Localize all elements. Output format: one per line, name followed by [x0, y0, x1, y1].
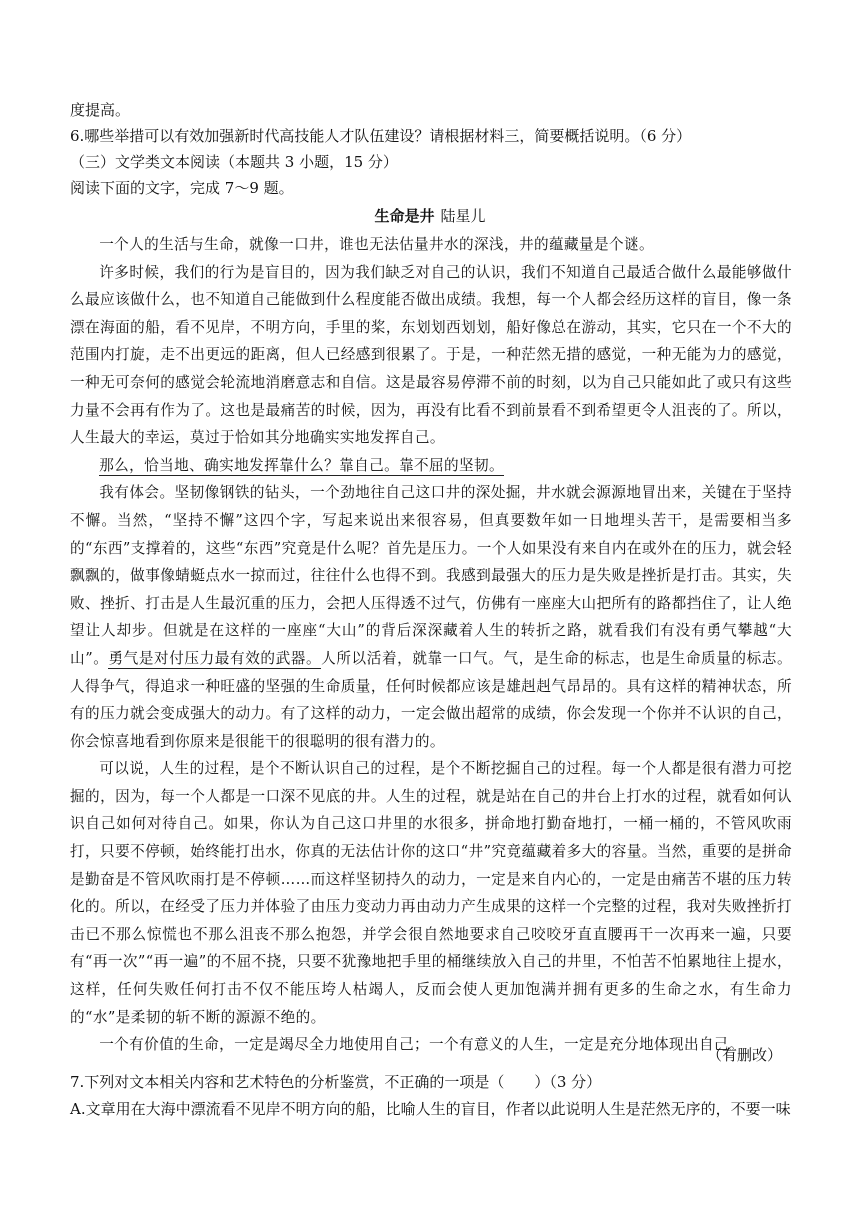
article-author: 陆星儿 — [440, 207, 486, 225]
paragraph-2: 许多时候，我们的行为是盲目的，因为我们缺乏对自己的认识，我们不知道自己最适合做什么最能够做什么最应该做什么，也不知道自己能做到什么程度能否做出成绩。我想，每一个人都会经历这样的盲目，像一条漂在海面的船，看不见岸，不明方向，手里的桨，东划划西划划，船好像总在游动，其实，它只在一个不大的范围内打旋，走不出更远的距离，但人已经感到很累了。于是，一种茫然无措的感觉，一种无能为力的感觉，一种无可奈何的感觉会轮流地消磨意志和自信。这是最容易停滞不前的时刻，以为自己只能如此了或只有这些力量不会再有作为了。这也是最痛苦的时候，因为，再没有比看不到前景看不到希望更令人沮丧的了。所以，人生最大的幸运，莫过于恰如其分地确实实地发挥自己。 — [70, 263, 792, 447]
article-title: 生命是井 — [374, 207, 435, 225]
edit-note: （有删改） — [706, 1046, 782, 1064]
reading-instruction: 阅读下面的文字，完成 7～9 题。 — [70, 179, 294, 197]
paragraph-3 — [70, 452, 792, 480]
paragraph-4 — [70, 479, 792, 755]
article-body — [70, 231, 792, 1059]
paragraph-1: 一个人的生活与生命，就像一口井，谁也无法估量井水的深浅，井的蕴藏量是个谜。 — [99, 236, 654, 253]
underlined-sentence: 勇气是对付压力最有效的武器。 — [108, 649, 322, 667]
question-7-option-a: A.文章用在大海中漂流看不见岸不明方向的船，比喻人生的盲目，作者以此说明人生是茫然无序的，不要一味 — [70, 1100, 791, 1118]
question-7-stem: 7.下列对文本相关内容和艺术特色的分析鉴赏，不正确的一项是（ ）（3 分） — [70, 1073, 602, 1091]
paragraph-6: 一个有价值的生命，一定是竭尽全力地使用自己；一个有意义的人生，一定是充分地体现出自己。 — [99, 1036, 744, 1054]
article-title-line — [0, 206, 860, 226]
paragraph-4-part-2: 人所以活着，就靠一口气。气，是生命的标志，也是生命质量的标志。人得争气，得追求一种旺盛的坚强的生命质量，任何时候都应该是雄赳赳气昂昂的。具有这样的精神状态，所有的压力就会变成强大的动力。有了这样的动力，一定会做出超常的成绩，你会发现一个你并不认识的自己，你会惊喜地看到你原来是很能干的很聪明的很有潜力的。 — [70, 649, 792, 750]
paragraph-5: 可以说，人生的过程，是个不断认识自己的过程，是个不断挖掘自己的过程。每一个人都是很有潜力可挖掘的，因为，每一个人都是一口深不见底的井。人生的过程，就是站在自己的井台上打水的过程，就看如何认识自己如何对待自己。如果，你认为自己这口井里的水很多，拼命地打勤奋地打，一桶一桶的，不管风吹雨打，只要不停顿，始终能打出水，你真的无法估计你的这口“井”究竟蕴藏着多大的容量。当然，重要的是拼命是勤奋是不管风吹雨打是不停顿……而这样坚韧持久的动力，一定是来自内心的，一定是由痛苦不堪的压力转化的。所以，在经受了压力并体验了由压力变动力再由动力产生成果的这样一个完整的过程，我对失败挫折打击已不那么惊慌也不那么沮丧不那么抱怨，并学会很自然地要求自己咬咬牙直直腰再干一次再来一遍，只要有“再一次”“再一遍”的不屈不挠，只要不犹豫地把手里的桶继续放入自己的井里，不怕苦不怕累地往上提水，这样，任何失败任何打击不仅不能压垮人枯竭人，反而会使人更加饱满并拥有更多的生命之水，有生命力的“水”是柔韧的斩不断的源源不绝的。 — [70, 760, 792, 1026]
continued-text-line: 度提高。 — [70, 101, 131, 119]
underlined-sentence: 那么，恰当地、确实地发挥靠什么？靠自己。靠不屈的坚韧。 — [99, 456, 505, 474]
section-heading: （三）文学类文本阅读（本题共 3 小题，15 分） — [70, 153, 398, 171]
paragraph-4-part-1: 我有体会。坚韧像钢铁的钻头，一个劲地往自己这口井的深处掘，井水就会源源地冒出来，关键在于坚持不懈。当然，“坚持不懈”这四个字，写起来说出来很容易，但真要数年如一日地埋头苦干，是需要相当多的“东西”支撑着的，这些“东西”究竟是什么呢？首先是压力。一个人如果没有来自内在或外在的压力，就会轻飘飘的，做事像蜻蜓点水一掠而过，往往什么也得不到。我感到最强大的压力是失败是挫折是打击。其实，失败、挫折、打击是人生最沉重的压力，会把人压得透不过气，仿佛有一座座大山把所有的路都挡住了，让人绝望让人却步。但就是在这样的一座座“大山”的背后深深藏着人生的转折之路，就看我们有没有勇气攀越“大山”。 — [70, 484, 792, 667]
question-6: 6.哪些举措可以有效加强新时代高技能人才队伍建设？请根据材料三，简要概括说明。（6 分） — [70, 127, 692, 145]
